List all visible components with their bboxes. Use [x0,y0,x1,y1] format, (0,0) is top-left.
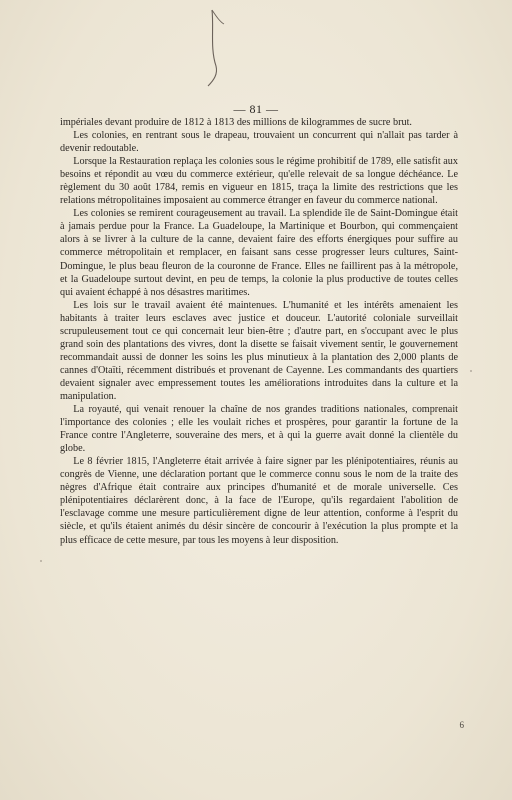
paragraph-4: Les colonies se remirent courageusement au travail. La splendide île de Saint-Domingue était à jamais perdue pour la France. La Guadeloupe, la Martinique et Bourbon, qui commençaient alors à se livrer à la culture de la canne, devaient faire des efforts énergiques pour suffire au commerce métropolitain et remplacer, en faisant sans cesse progresser leurs cultures, Saint-Domingue, le plus beau fleuron de la couronne de France. Elles ne faillirent pas à la métropole, et la Guadeloupe surtout devint, en peu de temps, la colonie la plus productive de toutes celles qui avaient échappé à nos désastres maritimes. [60,208,458,298]
ink-stroke-mark [200,8,230,88]
paper-speck [40,560,42,562]
paragraph-7: Le 8 février 1815, l'Angleterre était arrivée à faire signer par les plénipotentiaires, réunis au congrès de Vienne, une déclaration portant que le commerce connu sous le nom de la traite des nègres d'Afrique était contraire aux principes d'humanité et de morale universelle. Ces plénipotentiaires déclarèrent donc, à la face de l'Europe, qu'ils regardaient l'abolition de l'esclavage comme une mesure particulièrement digne de leur attention, conforme à l'esprit du siècle, et qu'ils étaient animés du désir sincère de concourir à l'exécution la plus prompte et la plus efficace de cette mesure, par tous les moyens à leur disposition. [60,456,458,546]
signature-mark: 6 [459,720,464,730]
paragraph-2: Les colonies, en rentrant sous le drapeau, trouvaient un concurrent qui n'allait pas tarder à devenir redoutable. [60,130,458,155]
paper-speck [470,370,472,372]
body-text [60,116,458,547]
paragraph-1: impériales devant produire de 1812 à 1813 des millions de kilogrammes de sucre brut. [60,117,412,128]
paragraph-5: Les lois sur le travail avaient été maintenues. L'humanité et les intérêts amenaient les habitants à traiter leurs esclaves avec justice et douceur. L'autorité coloniale surveillait scrupuleusement tout ce qui concernait leur bien-être ; d'autre part, en s'occupant avec le plus grand soin des plantations des vivres, dont la disette se faisait vivement sentir, le gouvernement recommandait aussi de donner les soins les plus minutieux à la plantation des 2,000 plants de cannes d'Otaïti, récemment distribués et provenant de Cayenne. Les commandants des quartiers devaient signaler avec empressement toutes les améliorations introduites dans la culture et la manipulation. [60,299,458,402]
paragraph-3: Lorsque la Restauration replaça les colonies sous le régime prohibitif de 1789, elle satisfit aux besoins et répondit au vœu du commerce extérieur, qu'elle relevait de sa longue déchéance. Le règlement du 30 août 1784, remis en vigueur en 1815, traça la limite des restrictions que les relations métropolitaines imposaient au commerce étranger en faveur du commerce national. [60,156,458,207]
paragraph-6: La royauté, qui venait renouer la chaîne de nos grandes traditions nationales, comprenait l'importance des colonies ; elle les voulait riches et prospères, pour garantir la fortune de la France contre l'Angleterre, souveraine des mers, et à qui la guerre avait donné la clientèle du globe. [60,404,458,455]
page-number: — 81 — [233,102,279,116]
